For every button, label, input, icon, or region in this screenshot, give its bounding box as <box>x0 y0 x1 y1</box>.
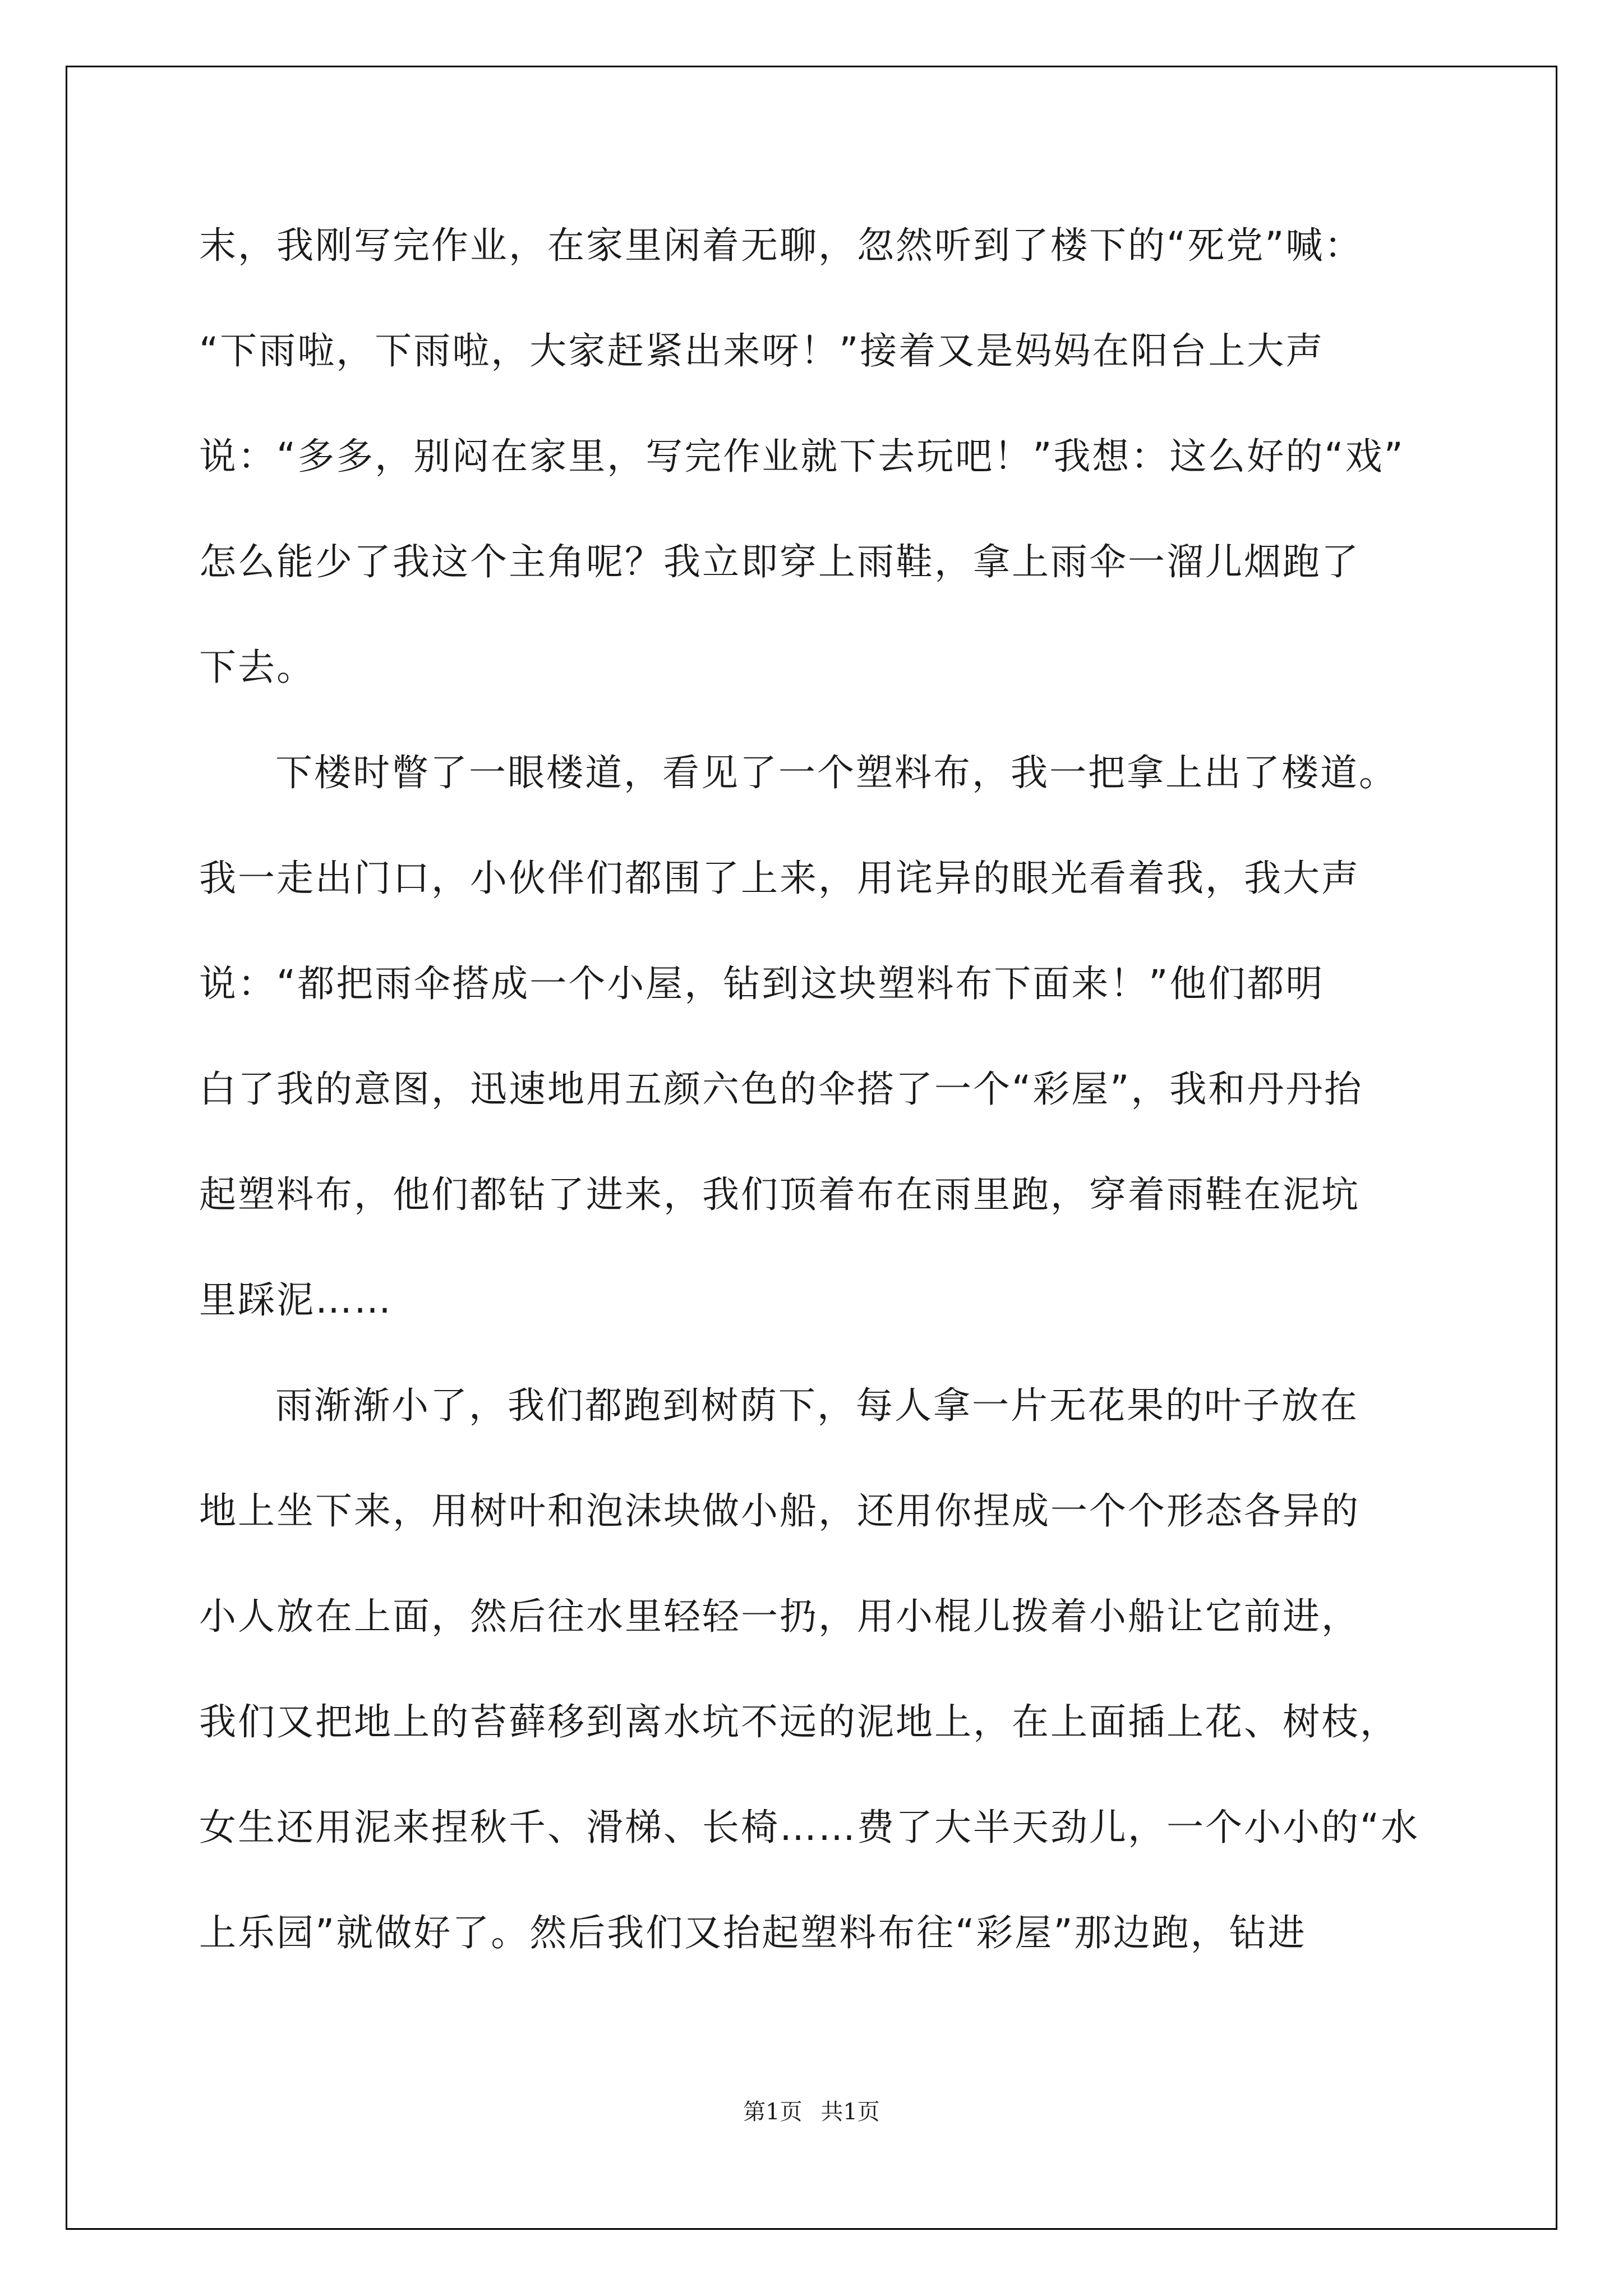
text-line: 末，我刚写完作业，在家里闲着无聊，忽然听到了楼下的“死党”喊： <box>199 224 1363 267</box>
text-line: 小人放在上面，然后往水里轻轻一扔，用小棍儿拨着小船让它前进， <box>199 1595 1360 1638</box>
text-line: 起塑料布，他们都钻了进来，我们顶着布在雨里跑，穿着雨鞋在泥坑 <box>199 1173 1360 1216</box>
text-line: 女生还用泥来捏秋千、滑梯、长椅……费了大半天劲儿，一个小小的“水 <box>199 1806 1420 1849</box>
paragraph-start-line: 雨渐渐小了，我们都跑到树荫下，每人拿一片无花果的叶子放在 <box>275 1384 1359 1427</box>
page-total: 共1页 <box>820 2099 880 2125</box>
text-line: 白了我的意图，迅速地用五颜六色的伞搭了一个“彩屋”，我和丹丹抬 <box>199 1068 1363 1111</box>
text-line: 我们又把地上的苔藓移到离水坑不远的泥地上，在上面插上花、树枝， <box>199 1700 1399 1743</box>
text-line: “下雨啦，下雨啦，大家赶紧出来呀！”接着又是妈妈在阳台上大声 <box>199 329 1325 372</box>
text-line: 怎么能少了我这个主角呢？我立即穿上雨鞋，拿上雨伞一溜儿烟跑了 <box>199 540 1360 583</box>
text-line: 说：“都把雨伞搭成一个小屋，钻到这块塑料布下面来！”他们都明 <box>199 962 1325 1005</box>
text-line: 里踩泥…… <box>199 1278 393 1322</box>
text-line: 我一走出门口，小伙伴们都围了上来，用诧异的眼光看着我，我大声 <box>199 857 1360 900</box>
paragraph-start-line: 下楼时瞥了一眼楼道，看见了一个塑料布，我一把拿上出了楼道。 <box>275 751 1398 794</box>
page-footer <box>0 2095 1623 2129</box>
text-line: 上乐园”就做好了。然后我们又抬起塑料布往“彩屋”那边跑，钻进 <box>199 1911 1307 1954</box>
page-number: 第1页 <box>743 2099 803 2125</box>
page-border <box>66 66 1557 2230</box>
text-line: 说：“多多，别闷在家里，写完作业就下去玩吧！”我想：这么好的“戏” <box>199 435 1405 478</box>
text-line: 地上坐下来，用树叶和泡沫块做小船，还用你捏成一个个形态各异的 <box>199 1489 1360 1533</box>
text-line: 下去。 <box>199 646 315 689</box>
